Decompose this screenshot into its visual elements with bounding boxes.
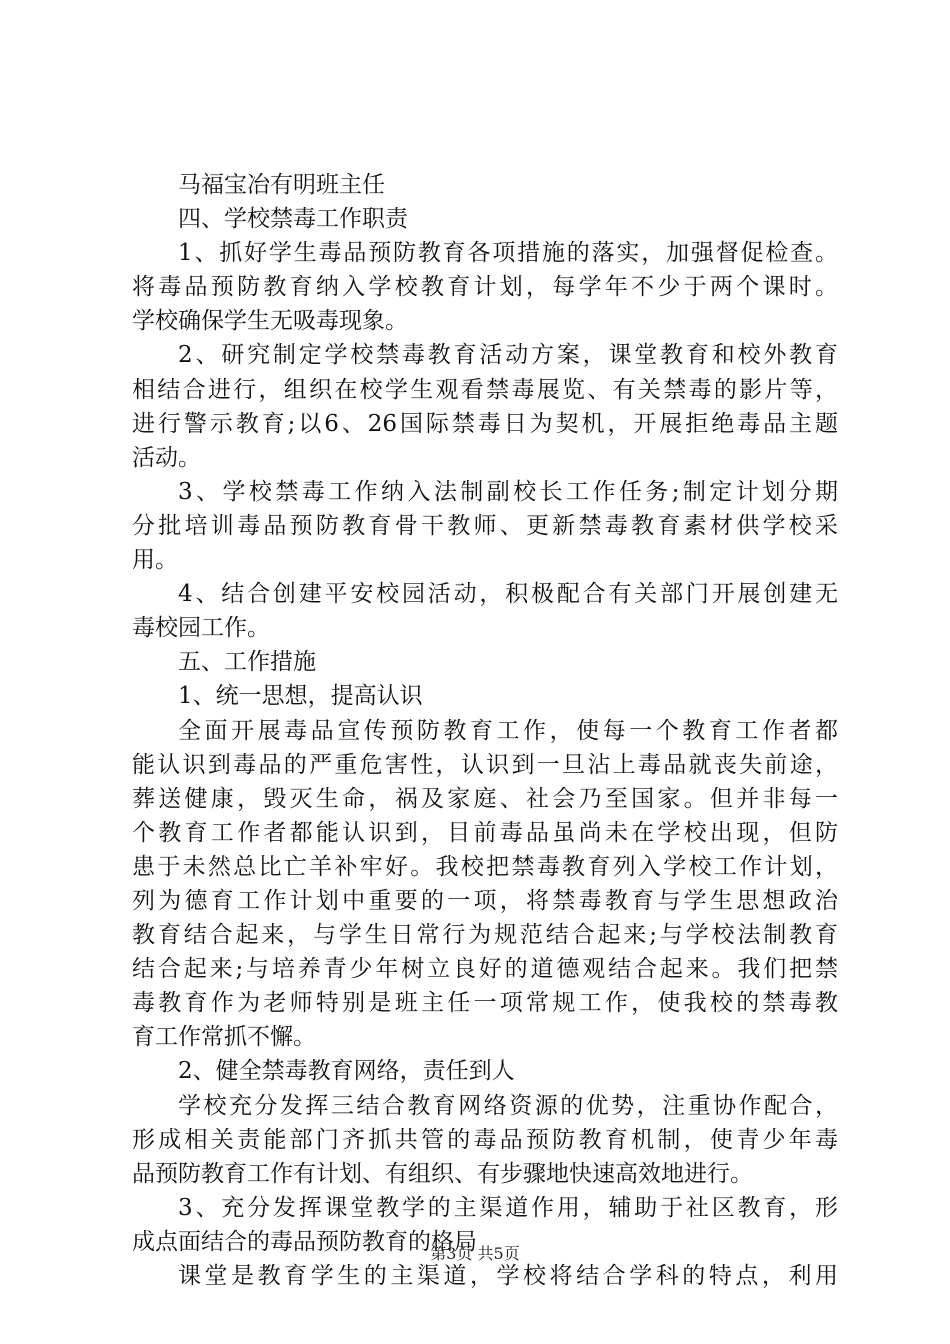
text-line: 活动。 xyxy=(132,444,201,471)
text-line: 相结合进行，组织在校学生观看禁毒展览、有关禁毒的影片等， xyxy=(132,376,838,403)
document-body xyxy=(132,168,838,1293)
text-line: 2、健全禁毒教育网络，责任到人 xyxy=(178,1058,515,1085)
text-line: 结合起来;与培养青少年树立良好的道德观结合起来。我们把禁 xyxy=(132,956,838,983)
text-line: 4、结合创建平安校园活动，积极配合有关部门开展创建无 xyxy=(178,581,838,608)
text-line: 毒校园工作。 xyxy=(132,615,270,642)
text-line: 个教育工作者都能认识到，目前毒品虽尚未在学校出现，但防 xyxy=(132,819,838,846)
text-line: 3、学校禁毒工作纳入法制副校长工作任务;制定计划分期 xyxy=(178,478,838,505)
text-line: 患于未然总比亡羊补牢好。我校把禁毒教育列入学校工作计划， xyxy=(132,853,838,880)
text-line: 2、研究制定学校禁毒教育活动方案，课堂教育和校外教育 xyxy=(178,342,838,369)
text-line: 学校确保学生无吸毒现象。 xyxy=(132,308,408,335)
text-line: 能认识到毒品的严重危害性，认识到一旦沾上毒品就丧失前途， xyxy=(132,751,838,778)
text-line: 马福宝冶有明班主任 xyxy=(178,172,385,198)
text-line: 葬送健康，毁灭生命，祸及家庭、社会乃至国家。但并非每一 xyxy=(132,785,838,812)
text-line: 1、抓好学生毒品预防教育各项措施的落实，加强督促检查。 xyxy=(178,240,838,267)
text-line: 将毒品预防教育纳入学校教育计划，每学年不少于两个课时。 xyxy=(132,274,838,301)
text-line: 育工作常抓不懈。 xyxy=(132,1024,316,1051)
text-line: 进行警示教育;以6、26国际禁毒日为契机，开展拒绝毒品主题 xyxy=(132,410,838,437)
text-line: 列为德育工作计划中重要的一项，将禁毒教育与学生思想政治 xyxy=(132,887,838,914)
text-line: 成点面结合的毒品预防教育的格局 xyxy=(132,1228,477,1255)
text-line: 四、学校禁毒工作职责 xyxy=(178,206,408,233)
text-line: 教育结合起来，与学生日常行为规范结合起来;与学校法制教育 xyxy=(132,922,838,949)
text-line: 1、统一思想，提高认识 xyxy=(178,683,423,710)
text-line: 课堂是教育学生的主渠道，学校将结合学科的特点，利用 xyxy=(178,1263,838,1289)
text-line: 3、充分发挥课堂教学的主渠道作用，辅助于社区教育，形 xyxy=(178,1194,838,1221)
text-line: 学校充分发挥三结合教育网络资源的优势，注重协作配合， xyxy=(178,1092,838,1119)
page-footer: 第3页 共5页 xyxy=(430,1244,520,1263)
text-line: 品预防教育工作有计划、有组织、有步骤地快速高效地进行。 xyxy=(132,1160,753,1187)
text-line: 全面开展毒品宣传预防教育工作，使每一个教育工作者都 xyxy=(178,717,838,744)
text-line: 分批培训毒品预防教育骨干教师、更新禁毒教育素材供学校采 xyxy=(132,512,838,539)
text-line: 形成相关责能部门齐抓共管的毒品预防教育机制，使青少年毒 xyxy=(132,1126,838,1153)
text-line: 毒教育作为老师特别是班主任一项常规工作，使我校的禁毒教 xyxy=(132,990,838,1017)
text-line: 用。 xyxy=(132,547,178,574)
text-line: 五、工作措施 xyxy=(178,649,316,676)
